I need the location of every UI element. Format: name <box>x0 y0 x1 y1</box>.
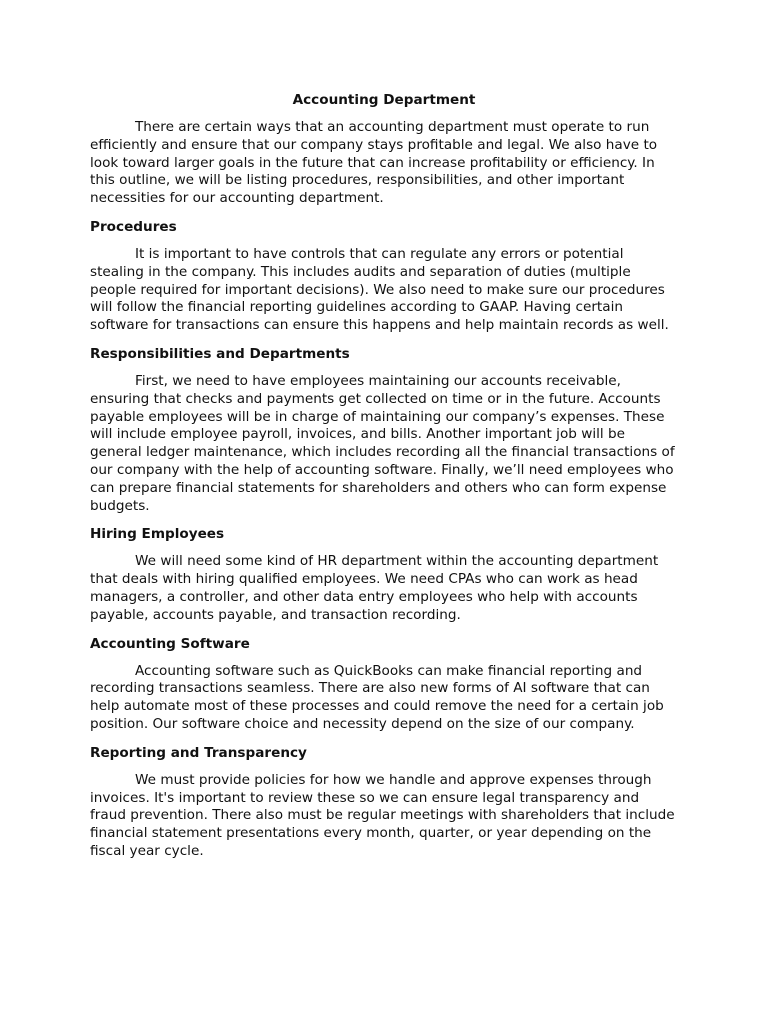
section-body-software: Accounting software such as QuickBooks can make financial reporting and recording transactions seamless. There are also new forms of AI software that can help automate most of these processes and could remove the need for a certain job position. Our software choice and necessity depend on the size of our company. <box>90 662 664 732</box>
section-body-procedures: It is important to have controls that can regulate any errors or potential stealing in the company. This includes audits and separation of duties (multiple people required for important decisions). We also need to make sure our procedures will follow the financial reporting guidelines according to GAAP. Having certain software for transactions can ensure this happens and help maintain records as well. <box>90 245 669 334</box>
section-body-responsibilities: First, we need to have employees maintaining our accounts receivable, ensuring that checks and payments get collected on time or in the future. Accounts payable employees will be in charge of maintaining our company’s expenses. These will include employee payroll, invoices, and bills. Another important job will be general ledger maintenance, which includes recording all the financial transactions of our company with the help of accounting software. Finally, we’ll need employees who can prepare financial statements for shareholders and others who can form expense budgets. <box>90 372 675 514</box>
section-heading-software: Accounting Software <box>90 635 250 652</box>
section-heading-reporting: Reporting and Transparency <box>90 744 307 761</box>
document-title: Accounting Department <box>292 92 476 108</box>
section-heading-hiring: Hiring Employees <box>90 526 225 543</box>
section-heading-procedures: Procedures <box>90 218 177 235</box>
section-heading-responsibilities: Responsibilities and Departments <box>90 345 350 362</box>
document-page <box>90 91 678 871</box>
section-body-hiring: We will need some kind of HR department within the accounting department that deals with hiring qualified employees. We need CPAs who can work as head managers, a controller, and other data entry employees who help with accounts payable, accounts payable, and transaction recording. <box>90 553 659 623</box>
section-body-reporting: We must provide policies for how we handle and approve expenses through invoices. It's important to review these so we can ensure legal transparency and fraud prevention. There also must be regular meetings with shareholders that include financial statement presentations every month, quarter, or year depending on the fiscal year cycle. <box>90 771 675 859</box>
intro-paragraph: There are certain ways that an accounting department must operate to run efficiently and ensure that our company stays profitable and legal. We also have to look toward larger goals in the future that can increase profitability or efficiency. In this outline, we will be listing procedures, responsibilities, and other important necessities for our accounting department. <box>90 119 658 207</box>
